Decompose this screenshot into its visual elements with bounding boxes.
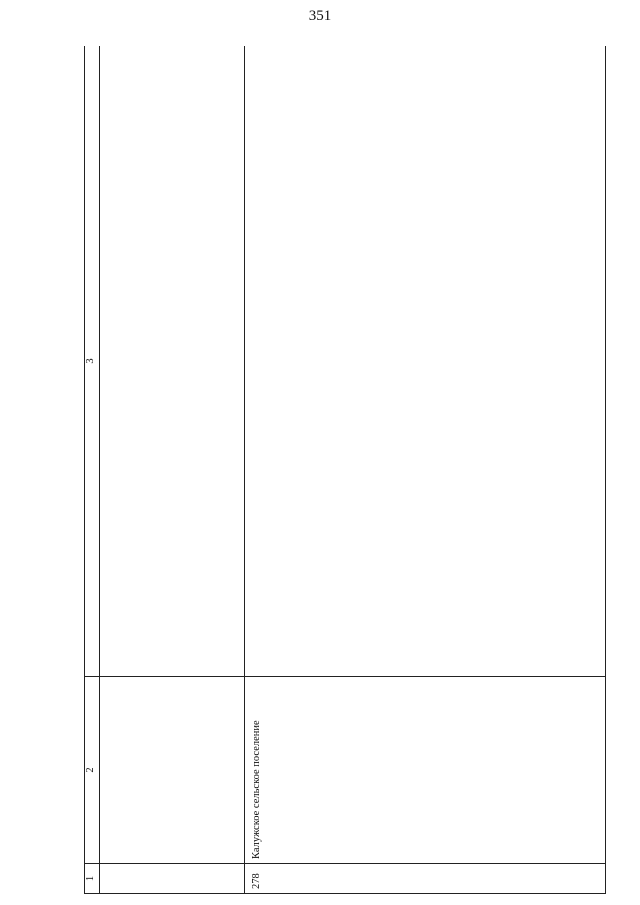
rotated-table-container bbox=[84, 46, 606, 894]
row-number-cell: 278 bbox=[245, 864, 606, 894]
column-number-row bbox=[85, 46, 100, 894]
table-frame bbox=[84, 46, 606, 894]
description-cell bbox=[100, 46, 245, 677]
column-number-3: 3 bbox=[85, 46, 100, 677]
column-number-2: 2 bbox=[85, 677, 100, 864]
page-number: 351 bbox=[308, 8, 332, 24]
settlement-name-cell bbox=[100, 677, 245, 864]
column-number-1: 1 bbox=[85, 864, 100, 894]
table-row bbox=[100, 46, 245, 894]
row-number-cell bbox=[100, 864, 245, 894]
settlement-name-cell: Калужское сельское поселение bbox=[245, 677, 606, 864]
table-row bbox=[245, 46, 606, 894]
data-table bbox=[84, 46, 606, 894]
description-cell bbox=[245, 46, 606, 677]
